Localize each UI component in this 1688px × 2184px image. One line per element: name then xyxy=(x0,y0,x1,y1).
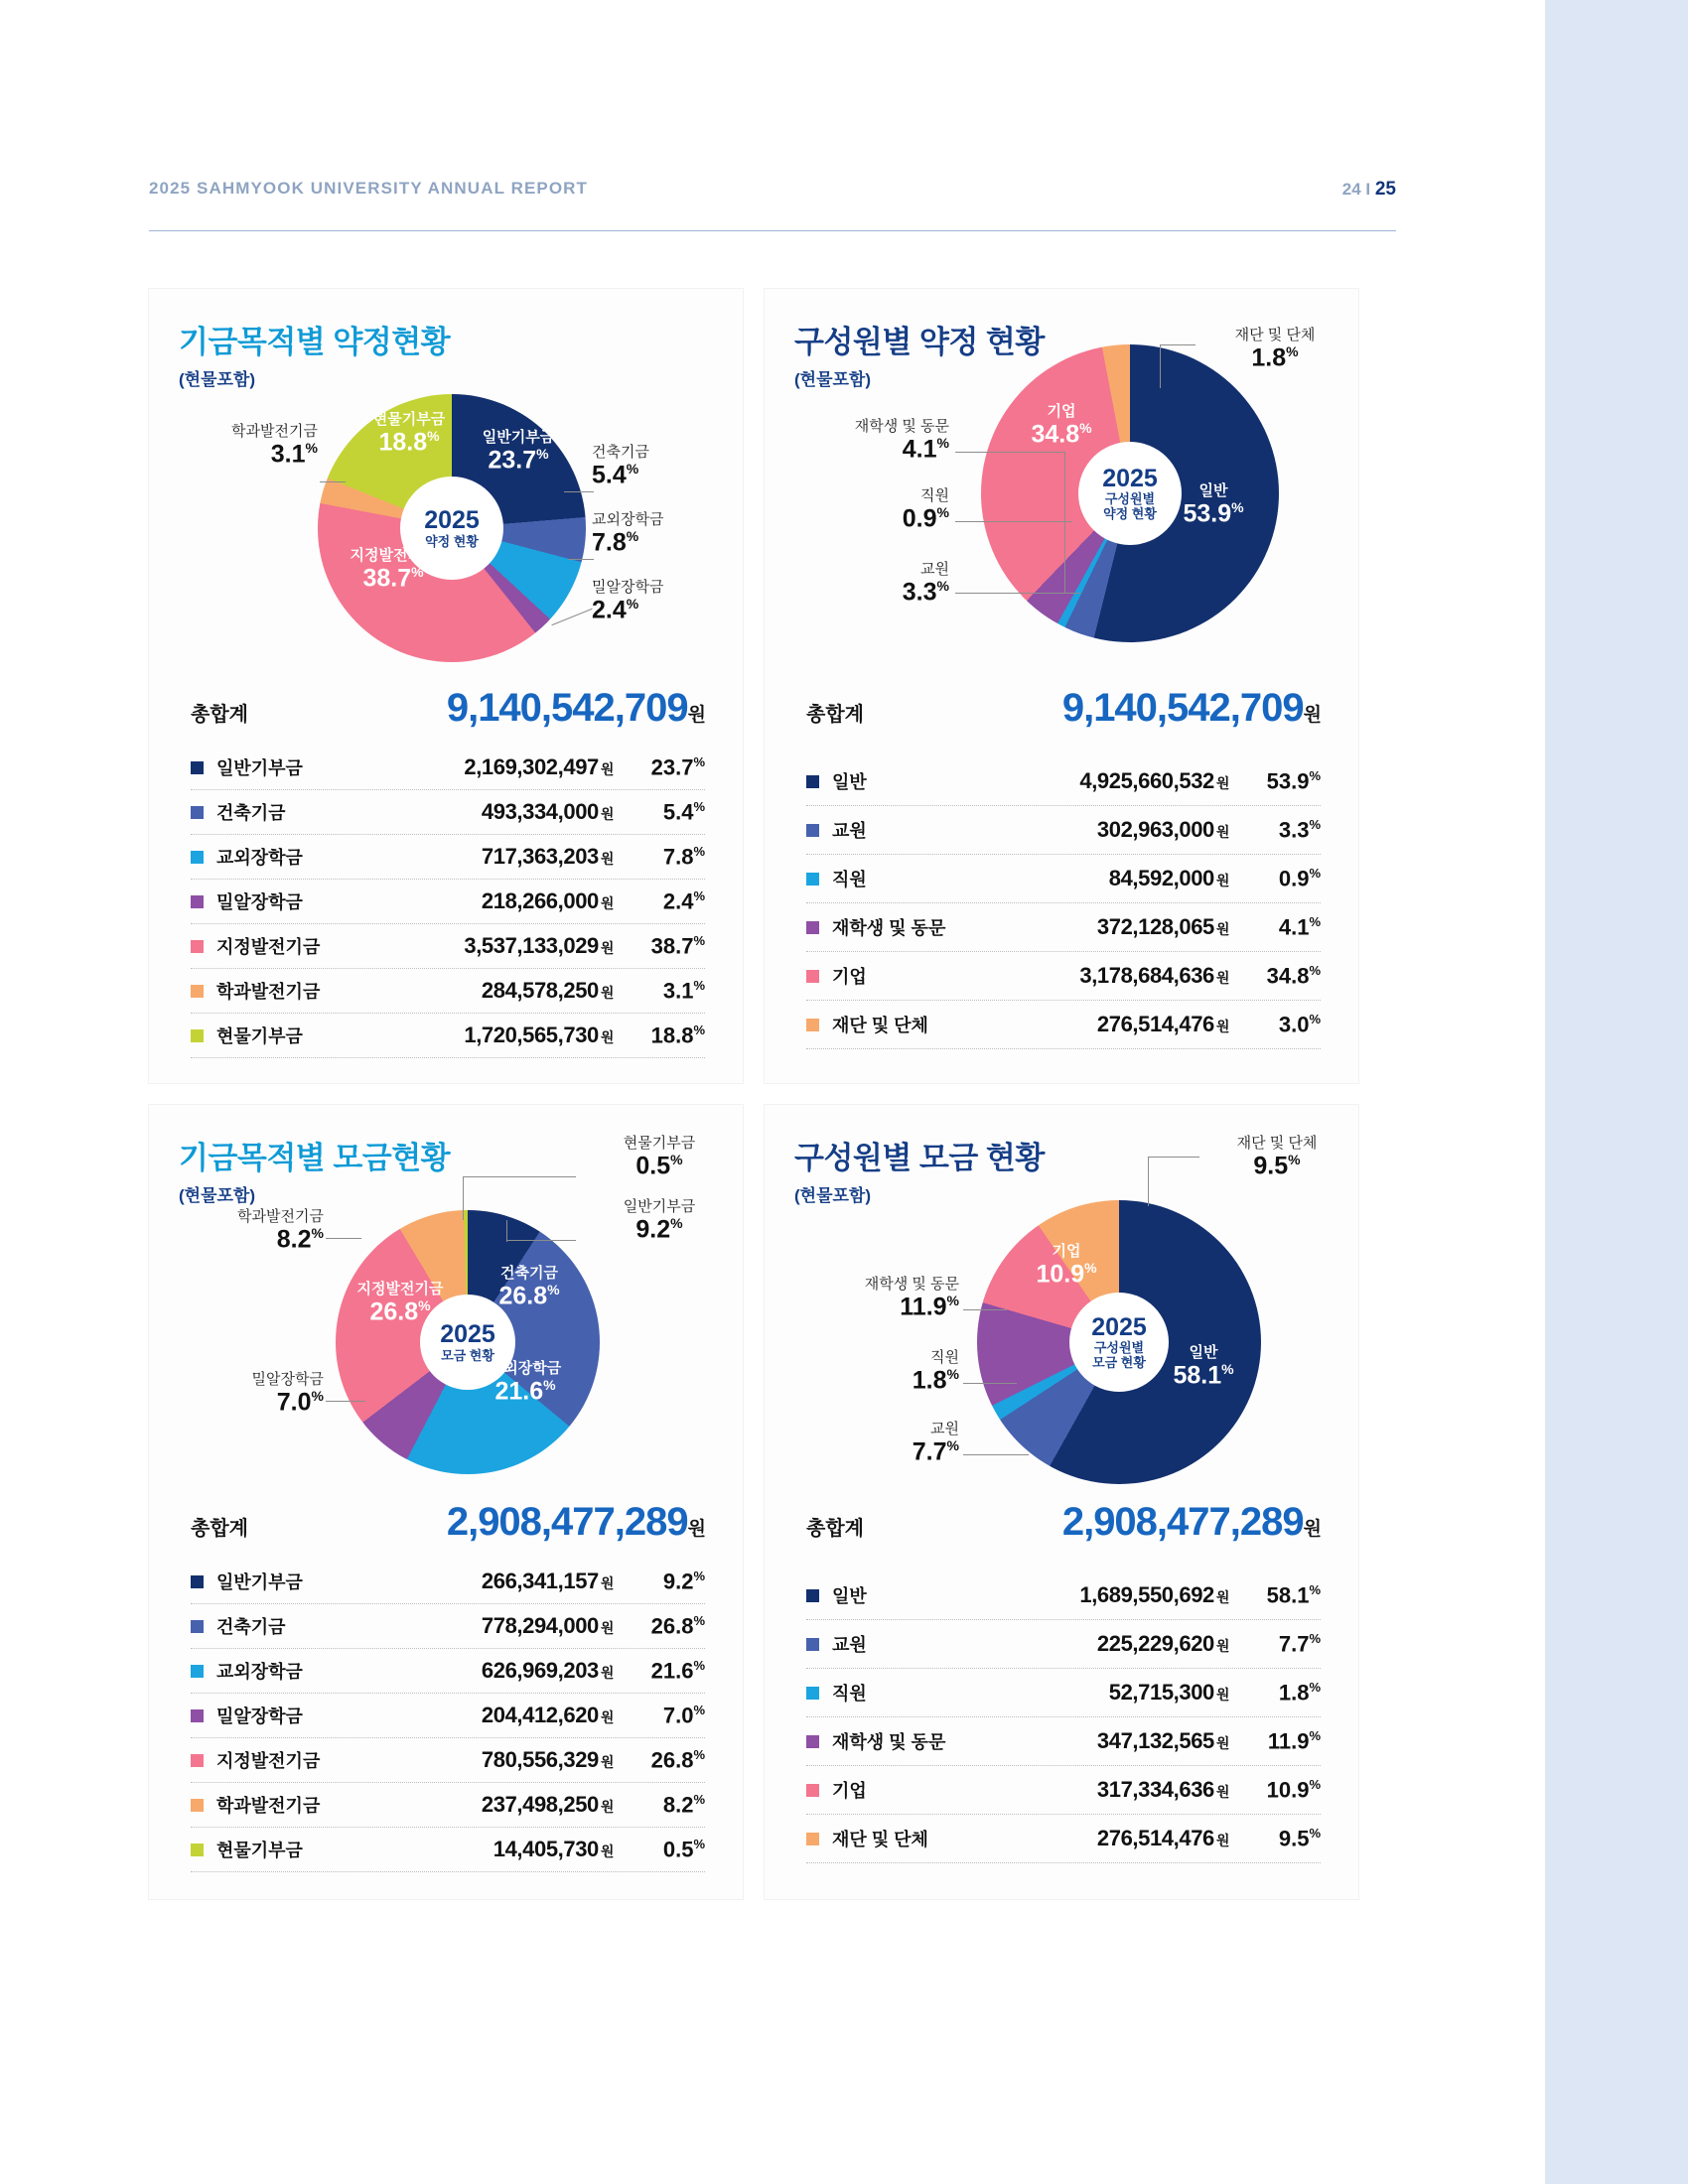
legend-swatch xyxy=(191,1709,204,1722)
row-percent: 10.9% xyxy=(1266,1776,1321,1803)
row-percent: 9.2% xyxy=(662,1568,705,1594)
card1-total-label: 총합계 xyxy=(191,704,248,726)
page-content xyxy=(149,179,1396,1899)
card3-leader-2 xyxy=(506,1240,576,1241)
card2-label-foundation: 재단 및 단체 1.8% xyxy=(1234,327,1316,372)
card-raised-by-member xyxy=(765,1105,1358,1899)
card2-title: 구성원별 약정 현황 xyxy=(794,325,1045,359)
table-row xyxy=(191,969,705,1014)
row-value: 493,334,000 원 xyxy=(481,799,614,824)
card4-table xyxy=(806,1571,1321,1863)
report-title: 2025 SAHMYOOK UNIVERSITY ANNUAL REPORT xyxy=(149,179,589,198)
row-value: 2,169,302,497 원 xyxy=(464,754,614,779)
card1-table xyxy=(191,746,705,1058)
table-row xyxy=(191,1738,705,1783)
row-percent: 58.1% xyxy=(1266,1581,1321,1608)
card3-leader-2b xyxy=(506,1220,507,1242)
row-percent: 21.6% xyxy=(650,1657,705,1684)
card3-label-dept-fund: 학과발전기금 8.2% xyxy=(237,1208,324,1254)
card1-center-year: 2025 xyxy=(424,506,480,535)
legend-swatch xyxy=(191,806,204,819)
card-raised-by-purpose xyxy=(149,1105,743,1899)
row-percent: 18.8% xyxy=(650,1022,705,1048)
table-row xyxy=(806,855,1321,903)
row-value: 372,128,065 원 xyxy=(1096,914,1229,939)
row-percent: 4.1% xyxy=(1278,913,1321,940)
legend-swatch xyxy=(806,1735,819,1748)
row-percent: 23.7% xyxy=(650,753,705,780)
card1-leader-1 xyxy=(320,481,346,482)
table-row xyxy=(191,835,705,880)
legend-swatch xyxy=(191,895,204,908)
card4-label-company: 기업 10.9% xyxy=(1036,1243,1097,1288)
card3-total-value: 2,908,477,289원 xyxy=(446,1500,705,1544)
row-value: 84,592,000 원 xyxy=(1108,866,1229,890)
card3-center-label: 모금 현황 xyxy=(441,1347,494,1363)
card3-leader-1b xyxy=(463,1176,464,1220)
table-row xyxy=(806,1001,1321,1049)
row-percent: 0.5% xyxy=(662,1836,705,1862)
page-number-right: 25 xyxy=(1374,179,1396,200)
card1-donut-chart xyxy=(318,394,586,662)
card2-label-student-alumni: 재학생 및 동문 4.1% xyxy=(854,418,949,464)
row-percent: 1.8% xyxy=(1278,1679,1321,1706)
card1-title: 기금목적별 약정현황 xyxy=(179,325,451,359)
row-value: 225,229,620 원 xyxy=(1096,1631,1229,1656)
legend-swatch xyxy=(191,1575,204,1588)
row-value: 266,341,157 원 xyxy=(481,1569,614,1593)
legend-swatch xyxy=(806,921,819,934)
card2-leader-1b xyxy=(1160,344,1161,388)
card3-total xyxy=(191,1500,705,1545)
card2-label-faculty: 교원 3.3% xyxy=(902,561,949,607)
row-name: 교원 xyxy=(832,1635,867,1655)
legend-swatch xyxy=(806,824,819,837)
table-row xyxy=(806,1669,1321,1717)
table-row xyxy=(191,1694,705,1738)
row-value: 1,689,550,692 원 xyxy=(1079,1582,1229,1607)
table-row xyxy=(191,790,705,835)
card4-leader-2 xyxy=(963,1309,1007,1310)
card1-label-inkind: 현물기부금 18.8% xyxy=(372,411,446,456)
legend-swatch xyxy=(806,1687,819,1700)
card1-leader-2 xyxy=(564,491,594,492)
card4-total-label: 총합계 xyxy=(806,1518,864,1540)
legend-swatch xyxy=(191,1620,204,1633)
card2-label-company: 기업 34.8% xyxy=(1031,403,1092,448)
row-name: 교외장학금 xyxy=(216,848,303,868)
table-row xyxy=(191,746,705,790)
row-value: 284,578,250 원 xyxy=(481,978,614,1003)
card3-subtitle: (현물포함) xyxy=(179,1186,256,1205)
card3-label-designated: 지정발전기금 26.8% xyxy=(356,1281,444,1325)
card-pledge-by-member xyxy=(765,289,1358,1083)
row-name: 건축기금 xyxy=(216,803,286,823)
legend-swatch xyxy=(191,1665,204,1678)
legend-swatch xyxy=(806,970,819,983)
card2-table xyxy=(806,757,1321,1049)
card2-leader-1 xyxy=(1160,344,1196,345)
card4-donut-chart xyxy=(977,1200,1261,1484)
card4-leader-4 xyxy=(963,1454,1029,1455)
table-row xyxy=(806,1571,1321,1620)
legend-swatch xyxy=(806,873,819,886)
card4-center-year: 2025 xyxy=(1091,1312,1147,1341)
row-percent: 34.8% xyxy=(1266,962,1321,989)
legend-swatch xyxy=(191,1843,204,1856)
row-value: 317,334,636 원 xyxy=(1096,1777,1229,1802)
row-name: 재학생 및 동문 xyxy=(832,1732,946,1752)
row-value: 276,514,476 원 xyxy=(1096,1826,1229,1850)
row-percent: 3.0% xyxy=(1278,1011,1321,1037)
table-row xyxy=(806,1815,1321,1863)
legend-swatch xyxy=(191,1029,204,1042)
table-row xyxy=(191,924,705,969)
row-value: 3,178,684,636 원 xyxy=(1079,963,1229,988)
card4-heading xyxy=(794,1133,1045,1206)
card3-table xyxy=(191,1560,705,1872)
card3-leader-4 xyxy=(326,1401,365,1402)
row-name: 지정발전기금 xyxy=(216,1751,321,1771)
card2-leader-5 xyxy=(1064,452,1065,593)
card2-center-label-2: 약정 현황 xyxy=(1103,506,1157,522)
charts-grid xyxy=(149,289,1396,1899)
table-row xyxy=(806,952,1321,1001)
page-number-left: 24 I xyxy=(1341,180,1375,199)
card1-center-label: 약정 현황 xyxy=(425,533,479,549)
card2-leader-4 xyxy=(955,593,1080,594)
row-value: 237,498,250 원 xyxy=(481,1792,614,1817)
card4-total-value: 2,908,477,289원 xyxy=(1061,1500,1321,1544)
card4-leader-1b xyxy=(1148,1157,1149,1206)
row-percent: 9.5% xyxy=(1278,1825,1321,1851)
page-number xyxy=(1342,179,1396,201)
row-value: 626,969,203 원 xyxy=(481,1658,614,1683)
card1-total xyxy=(191,686,705,731)
card3-label-general: 일반기부금 9.2% xyxy=(623,1198,696,1244)
table-row xyxy=(806,1620,1321,1669)
row-percent: 11.9% xyxy=(1267,1727,1321,1754)
card2-center-year: 2025 xyxy=(1102,464,1158,492)
row-name: 재단 및 단체 xyxy=(832,1830,928,1849)
card4-center-label-1: 구성원별 xyxy=(1093,1340,1145,1356)
card3-label-inkind: 현물기부금 0.5% xyxy=(623,1135,696,1180)
row-percent: 3.1% xyxy=(662,977,705,1004)
legend-swatch xyxy=(806,1833,819,1845)
card2-donut-chart xyxy=(981,344,1279,642)
legend-swatch xyxy=(806,775,819,788)
card4-leader-1 xyxy=(1148,1157,1199,1158)
card3-leader-1 xyxy=(463,1176,576,1177)
card4-label-foundation: 재단 및 단체 9.5% xyxy=(1236,1135,1318,1180)
row-value: 347,132,565 원 xyxy=(1096,1728,1229,1753)
card3-total-label: 총합계 xyxy=(191,1518,248,1540)
card1-leader-3 xyxy=(568,559,594,560)
row-name: 현물기부금 xyxy=(216,1841,303,1860)
card4-label-general: 일반 58.1% xyxy=(1173,1344,1234,1389)
row-name: 재단 및 단체 xyxy=(832,1016,928,1035)
table-row xyxy=(191,1560,705,1604)
row-percent: 26.8% xyxy=(650,1746,705,1773)
row-value: 1,720,565,730 원 xyxy=(464,1023,614,1047)
table-row xyxy=(191,1604,705,1649)
row-percent: 7.7% xyxy=(1278,1630,1321,1657)
row-name: 직원 xyxy=(832,870,867,889)
row-percent: 26.8% xyxy=(650,1612,705,1639)
legend-swatch xyxy=(806,1589,819,1602)
row-name: 지정발전기금 xyxy=(216,937,321,957)
card3-leader-3 xyxy=(326,1238,361,1239)
row-name: 일반기부금 xyxy=(216,1572,303,1592)
card2-subtitle: (현물포함) xyxy=(794,370,872,389)
legend-swatch xyxy=(191,985,204,998)
card4-total xyxy=(806,1500,1321,1545)
card2-center-label-1: 구성원별 xyxy=(1104,491,1156,507)
page-header xyxy=(149,179,1396,231)
card4-title: 구성원별 모금 현황 xyxy=(794,1141,1045,1175)
card4-center-label-2: 모금 현황 xyxy=(1092,1355,1146,1371)
row-value: 4,925,660,532 원 xyxy=(1079,768,1229,793)
table-row xyxy=(806,757,1321,806)
row-value: 302,963,000 원 xyxy=(1096,817,1229,842)
card1-label-designated: 지정발전기금 38.7% xyxy=(350,547,437,592)
card2-label-staff: 직원 0.9% xyxy=(902,487,949,533)
card2-label-general: 일반 53.9% xyxy=(1183,482,1244,527)
table-row xyxy=(191,1014,705,1058)
card3-heading xyxy=(179,1133,450,1206)
row-percent: 7.0% xyxy=(662,1702,705,1728)
row-percent: 3.3% xyxy=(1278,816,1321,843)
card3-label-ext-scholarship: 교외장학금 21.6% xyxy=(489,1360,562,1405)
row-name: 일반 xyxy=(832,772,867,792)
card1-heading xyxy=(179,317,450,390)
table-row xyxy=(806,1766,1321,1815)
card1-total-value: 9,140,542,709원 xyxy=(446,686,705,730)
row-value: 204,412,620 원 xyxy=(481,1703,614,1727)
card4-label-staff: 직원 1.8% xyxy=(912,1349,959,1395)
row-value: 778,294,000 원 xyxy=(481,1613,614,1638)
card4-label-student-alumni: 재학생 및 동문 11.9% xyxy=(864,1276,959,1321)
row-percent: 0.9% xyxy=(1278,865,1321,891)
card3-label-building: 건축기금 26.8% xyxy=(498,1265,560,1309)
card1-label-dept-fund: 학과발전기금 3.1% xyxy=(231,423,318,469)
card1-label-milal-scholarship: 밀알장학금 2.4% xyxy=(592,579,664,624)
card1-label-ext-scholarship: 교외장학금 7.8% xyxy=(592,511,664,557)
legend-swatch xyxy=(191,851,204,864)
card1-label-building: 건축기금 5.4% xyxy=(592,444,649,489)
legend-swatch xyxy=(191,761,204,774)
legend-swatch xyxy=(191,1799,204,1812)
table-row xyxy=(806,903,1321,952)
card2-total-value: 9,140,542,709원 xyxy=(1061,686,1321,730)
row-value: 52,715,300 원 xyxy=(1108,1680,1229,1705)
table-row xyxy=(191,1649,705,1694)
card3-label-milal: 밀알장학금 7.0% xyxy=(251,1371,324,1417)
card3-pie xyxy=(336,1210,600,1474)
card3-donut-chart xyxy=(336,1210,600,1474)
row-percent: 38.7% xyxy=(650,932,705,959)
card2-leader-2 xyxy=(955,452,1064,453)
card1-subtitle: (현물포함) xyxy=(179,370,256,389)
table-row xyxy=(191,1828,705,1872)
row-name: 교원 xyxy=(832,821,867,841)
table-row xyxy=(806,1717,1321,1766)
row-name: 건축기금 xyxy=(216,1617,286,1637)
row-name: 밀알장학금 xyxy=(216,1706,303,1726)
row-name: 밀알장학금 xyxy=(216,892,303,912)
row-name: 학과발전기금 xyxy=(216,1796,321,1816)
row-value: 218,266,000 원 xyxy=(481,888,614,913)
row-value: 276,514,476 원 xyxy=(1096,1012,1229,1036)
table-row xyxy=(191,880,705,924)
row-name: 재학생 및 동문 xyxy=(832,918,946,938)
legend-swatch xyxy=(806,1638,819,1651)
table-row xyxy=(806,806,1321,855)
card4-subtitle: (현물포함) xyxy=(794,1186,872,1205)
row-value: 717,363,203 원 xyxy=(481,844,614,869)
row-value: 780,556,329 원 xyxy=(481,1747,614,1772)
card-pledge-by-purpose xyxy=(149,289,743,1083)
card3-center-year: 2025 xyxy=(440,1320,495,1349)
table-row xyxy=(191,1783,705,1828)
card2-leader-3 xyxy=(955,521,1072,522)
card4-label-faculty: 교원 7.7% xyxy=(912,1421,959,1466)
card4-leader-3 xyxy=(963,1383,1017,1384)
card4-pie xyxy=(977,1200,1261,1484)
card2-total-label: 총합계 xyxy=(806,704,864,726)
legend-swatch xyxy=(191,1754,204,1767)
row-name: 교외장학금 xyxy=(216,1662,303,1682)
row-name: 일반 xyxy=(832,1586,867,1606)
row-value: 3,537,133,029 원 xyxy=(464,933,614,958)
row-percent: 2.4% xyxy=(662,887,705,914)
row-name: 기업 xyxy=(832,967,867,987)
row-percent: 53.9% xyxy=(1266,767,1321,794)
row-name: 직원 xyxy=(832,1684,867,1704)
legend-swatch xyxy=(806,1784,819,1797)
row-name: 학과발전기금 xyxy=(216,982,321,1002)
row-percent: 7.8% xyxy=(662,843,705,870)
card2-total xyxy=(806,686,1321,731)
legend-swatch xyxy=(191,940,204,953)
card3-title: 기금목적별 모금현황 xyxy=(179,1141,451,1175)
card1-label-general: 일반기부금 23.7% xyxy=(482,429,555,474)
legend-swatch xyxy=(806,1019,819,1031)
row-name: 기업 xyxy=(832,1781,867,1801)
row-percent: 8.2% xyxy=(662,1791,705,1818)
row-name: 일반기부금 xyxy=(216,758,303,778)
row-percent: 5.4% xyxy=(662,798,705,825)
row-value: 14,405,730 원 xyxy=(492,1837,614,1861)
row-name: 현물기부금 xyxy=(216,1026,303,1046)
